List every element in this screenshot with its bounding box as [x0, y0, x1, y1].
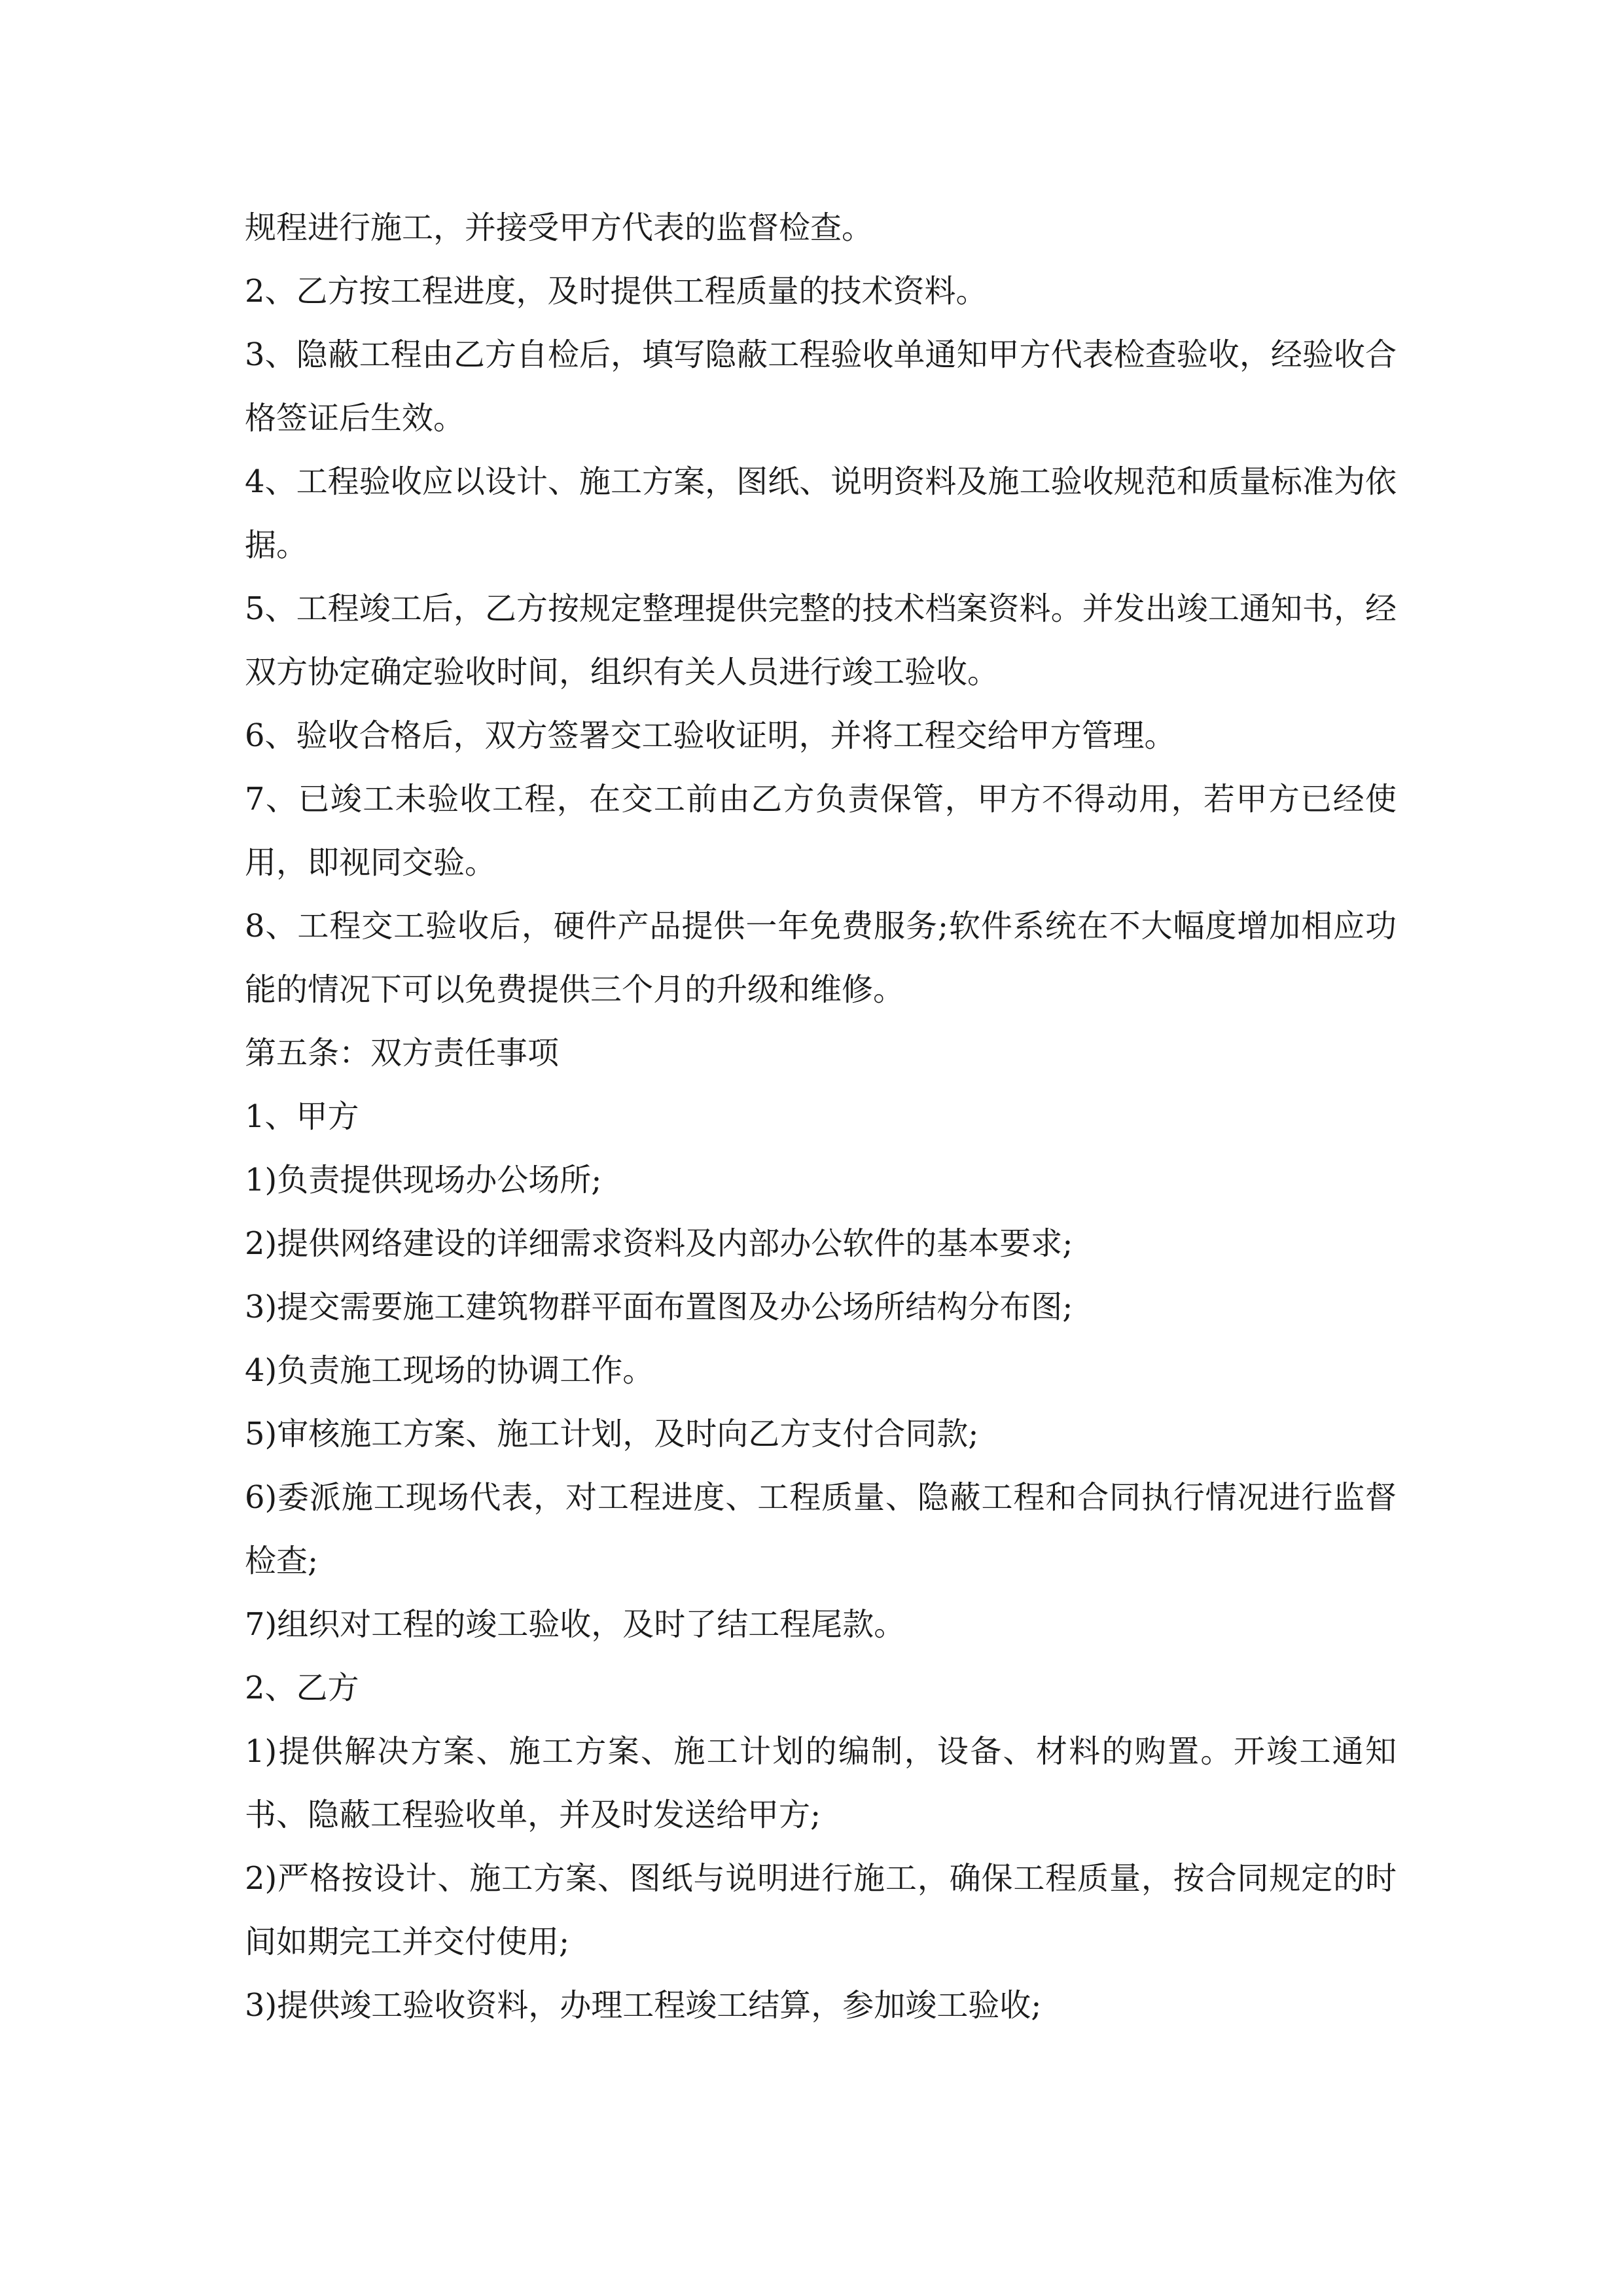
- subsection-heading-party-a: 1、甲方: [245, 1098, 359, 1135]
- party-a-item-2: 2)提供网络建设的详细需求资料及内部办公软件的基本要求;: [245, 1225, 1073, 1262]
- party-a-item-1: 1)负责提供现场办公场所;: [245, 1162, 602, 1198]
- paragraph-item-7: 7、已竣工未验收工程，在交工前由乙方负责保管，甲方不得动用，若甲方已经使用，即视同交验。: [245, 781, 1397, 881]
- party-a-item-4: 4)负责施工现场的协调工作。: [245, 1352, 654, 1389]
- paragraph-item-3: 3、隐蔽工程由乙方自检后，填写隐蔽工程验收单通知甲方代表检查验收，经验收合格签证后生效。: [245, 336, 1397, 437]
- party-a-item-7: 7)组织对工程的竣工验收，及时了结工程尾款。: [245, 1606, 906, 1643]
- party-b-item-2: 2)严格按设计、施工方案、图纸与说明进行施工，确保工程质量，按合同规定的时间如期完工并交付使用;: [245, 1860, 1397, 1960]
- paragraph-item-6: 6、验收合格后，双方签署交工验收证明，并将工程交给甲方管理。: [245, 717, 1176, 754]
- party-b-item-1: 1)提供解决方案、施工方案、施工计划的编制，设备、材料的购置。开竣工通知书、隐蔽工程验收单，并及时发送给甲方;: [245, 1733, 1397, 1833]
- party-a-item-6: 6)委派施工现场代表，对工程进度、工程质量、隐蔽工程和合同执行情况进行监督检查;: [245, 1479, 1397, 1579]
- section-heading-article-5: 第五条：双方责任事项: [245, 1035, 560, 1071]
- party-b-item-3: 3)提供竣工验收资料，办理工程竣工结算，参加竣工验收;: [245, 1987, 1042, 2024]
- paragraph-item-8: 8、工程交工验收后，硬件产品提供一年免费服务;软件系统在不大幅度增加相应功能的情况下可以免费提供三个月的升级和维修。: [245, 908, 1397, 1008]
- contract-body-text: [245, 196, 1397, 2037]
- party-a-item-3: 3)提交需要施工建筑物群平面布置图及办公场所结构分布图;: [245, 1289, 1073, 1325]
- paragraph-item-2: 2、乙方按工程进度，及时提供工程质量的技术资料。: [245, 273, 988, 310]
- party-a-item-5: 5)审核施工方案、施工计划，及时向乙方支付合同款;: [245, 1416, 979, 1452]
- paragraph-item-4: 4、工程验收应以设计、施工方案，图纸、说明资料及施工验收规范和质量标准为依据。: [245, 463, 1397, 564]
- paragraph-continuation: 规程进行施工，并接受甲方代表的监督检查。: [245, 209, 874, 246]
- subsection-heading-party-b: 2、乙方: [245, 1670, 359, 1706]
- paragraph-item-5: 5、工程竣工后，乙方按规定整理提供完整的技术档案资料。并发出竣工通知书，经双方协定确定验收时间，组织有关人员进行竣工验收。: [245, 590, 1397, 691]
